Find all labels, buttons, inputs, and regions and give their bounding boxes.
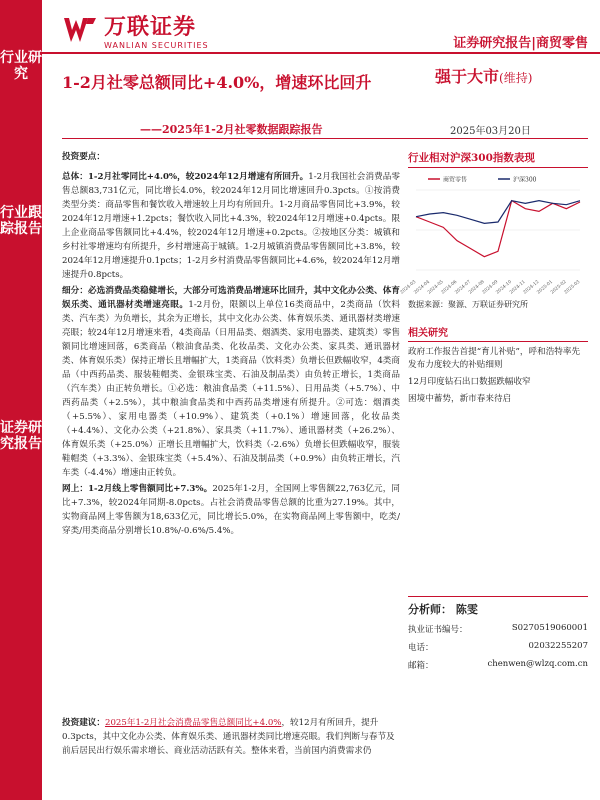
series-line xyxy=(416,201,580,257)
title-divider xyxy=(62,138,588,139)
sidebar-tag-1: 行业研究 xyxy=(0,50,42,82)
phone-label: 电话： xyxy=(408,643,434,653)
report-date: 2025年03月20日 xyxy=(450,126,531,137)
phone-number: 02032255207 xyxy=(528,641,588,651)
related-item[interactable]: 政府工作报告首提“育儿补贴”，呼和浩特率先发布力度较大的补贴细则 xyxy=(408,347,581,370)
paragraph-overall-body: 1-2月我国社会消费品零售总额83,731亿元，同比增长4.0%，较2024年12月同比增速回升0.3pcts。①按消费类型分类：商品零售和餐饮收入增速较上月均有所回升。1-2月商品零售同比+3.9%，较2024年12月增速+1.2pcts；餐饮收入同比+4.3%，较2024年12月增速+0.4pcts。限上企业商品零售额同比+4.4%，较2024年12月增速+0.2pcts。②按地区分类：城镇和乡村社零增速均有所提升，乡村增速高于城镇。1-2月城镇消费品零售额同比+3.8%，较2024年12月增速提升0.1pcts；1-2月乡村消费品零售额同比+4.6%，较2024年12月增速提升0.8pcts。 xyxy=(62,172,400,280)
rating-label: 强于大市 xyxy=(435,67,500,86)
email-address[interactable]: chenwen@wlzq.com.cn xyxy=(487,659,588,669)
analyst-info xyxy=(408,596,588,671)
related-list xyxy=(408,346,588,406)
x-tick-label: 2024-08 xyxy=(468,279,486,296)
brand-name-cn: 万联证券 xyxy=(104,15,197,40)
report-subtitle: ——2025年1-2月社零数据跟踪报告 xyxy=(140,123,323,136)
x-tick-label: 2024-05 xyxy=(427,279,445,296)
paragraph-category-lead: 细分：必选消费品类稳健增长，大部分可选消费品增速环比回升，其中文化办公类、体育娱乐类、通讯器材类增速亮眼。 xyxy=(62,286,400,310)
main-content xyxy=(62,150,400,540)
analyst-license xyxy=(408,623,588,635)
paragraph-category-body: 1-2月份，限额以上单位16类商品中，2类商品（饮料类、汽车类）为负增长，其余为正增长，其中文化办公类、体育娱乐类、通讯器材类增速亮眼；较24年12月增速来看，4类商品（日用品类、烟酒类、家用电器类、建筑类）零售额同比增速回落，6类商品（粮油食品类、化妆品类、文化办公类、家具类、通讯器材类、体育娱乐类）保持正增长且增幅扩大，1类商品（饮料类）负增长但跌幅收窄，4类商品（中西药品类、服装鞋帽类、金银珠宝类、石油及制品类）由负转正增长，1类商品（汽车类）由正转负增长。①必选：粮油食品类（+11.5%）、日用品类（+5.7%）、中西药品类（+2.5%），其中粮油食品类和中西药品类增速有所提升。②可选：烟酒类（+5.5%）、家用电器类（+10.9%）、建筑类（+0.1%）增速回落，化妆品类（+4.4%）、文化办公类（+21.8%）、家具类（+11.7%）、通讯器材类（+26.2%）、体育娱乐类（+25.0%）正增长且增幅扩大，饮料类（-2.6%）负增长但跌幅收窄，服装鞋帽类（+3.3%）、金银珠宝类（+5.4%）、石油及制品类（+0.9%）由负转正增长，汽车类（-4.4%）增速由正转负。 xyxy=(62,300,400,478)
license-label: 执业证书编号： xyxy=(408,625,468,635)
x-tick-label: 2024-07 xyxy=(454,279,472,296)
sidebar-tag-2: 行业跟踪报告 xyxy=(0,205,42,237)
header-divider xyxy=(42,52,600,54)
x-tick-label: 2025-03 xyxy=(563,279,582,296)
analyst-phone xyxy=(408,641,588,653)
analyst-email xyxy=(408,659,588,671)
brand-name-en: WANLIAN SECURITIES xyxy=(104,41,209,50)
brand-logo xyxy=(62,10,209,50)
paragraph-overall-lead: 总体：1-2月社零同比+4.0%，较2024年12月增速有所回升。 xyxy=(62,172,309,182)
logo-mark-icon xyxy=(62,14,98,46)
chart-title: 行业相对沪深300指数表现 xyxy=(408,150,588,168)
legend-label: 沪深300 xyxy=(513,176,537,184)
paragraph-online-lead: 网上：1-2月线上零售额同比+7.3%。 xyxy=(62,484,213,494)
paragraph-online-body: 2025年1-2月，全国网上零售额22,763亿元，同比+7.3%，较2024年同期-8.0pcts。占社会消费品零售总额的比重为27.19%。其中，实物商品网上零售额为18,633亿元，同比增长5.0%，在实物商品网上零售额中，吃类/穿类/用类商品分别增长10.8%/-0.6%/5.4%。 xyxy=(62,484,401,536)
x-tick-label: 2024-12 xyxy=(522,279,541,296)
paragraph-online xyxy=(62,482,400,538)
x-tick-label: 2024-06 xyxy=(440,279,459,296)
investment-body: ，较12月有所回升，提升0.3pcts，其中文化办公类、体育娱乐类、通讯器材类同比增速亮眼。我们判断与春节及前后居民出行娱乐需求增长、商业活动活跃有关。整体来看，当前国内消费需求仍 xyxy=(62,718,395,756)
related-item[interactable]: 困境中蓄势，新市春来待启 xyxy=(408,394,512,404)
x-tick-label: 2025-02 xyxy=(550,279,568,296)
x-tick-label: 2024-03 xyxy=(399,279,418,296)
paragraph-overall xyxy=(62,170,400,282)
sidebar-tag-3: 证券研究报告 xyxy=(0,420,42,452)
section-heading: 投资要点： xyxy=(62,152,105,162)
investment-advice xyxy=(62,716,400,758)
series-line xyxy=(416,201,580,224)
report-title: 1-2月社零总额同比+4.0%，增速环比回升 xyxy=(62,73,372,92)
x-tick-label: 2024-10 xyxy=(495,279,513,296)
sidebar xyxy=(0,0,42,800)
right-panel xyxy=(399,150,588,406)
report-category: 证券研究报告|商贸零售 xyxy=(453,36,588,51)
analyst-name-row xyxy=(408,596,588,617)
email-label: 邮箱： xyxy=(408,661,434,671)
investment-highlight: 2025年1-2月社会消费品零售总额同比+4.0% xyxy=(104,718,282,728)
analyst-name: 陈雯 xyxy=(455,603,478,616)
analyst-label: 分析师： xyxy=(408,603,452,616)
x-tick-label: 2024-11 xyxy=(509,279,527,296)
license-number: S0270519060001 xyxy=(511,623,588,633)
investment-lead: 投资建议： xyxy=(62,718,105,728)
related-item[interactable]: 12月印度钻石出口数据跌幅收窄 xyxy=(408,377,531,387)
x-tick-label: 2024-09 xyxy=(481,279,500,296)
legend-label: 商贸零售 xyxy=(443,176,468,184)
x-tick-label: 2024-04 xyxy=(413,279,431,296)
chart-source: 数据来源：聚源、万联证券研究所 xyxy=(408,300,528,309)
rating xyxy=(435,64,532,87)
related-title: 相关研究 xyxy=(408,324,588,342)
performance-chart xyxy=(399,172,588,296)
rating-note: (维持) xyxy=(499,71,533,85)
paragraph-category xyxy=(62,284,400,480)
x-tick-label: 2025-01 xyxy=(536,279,554,296)
